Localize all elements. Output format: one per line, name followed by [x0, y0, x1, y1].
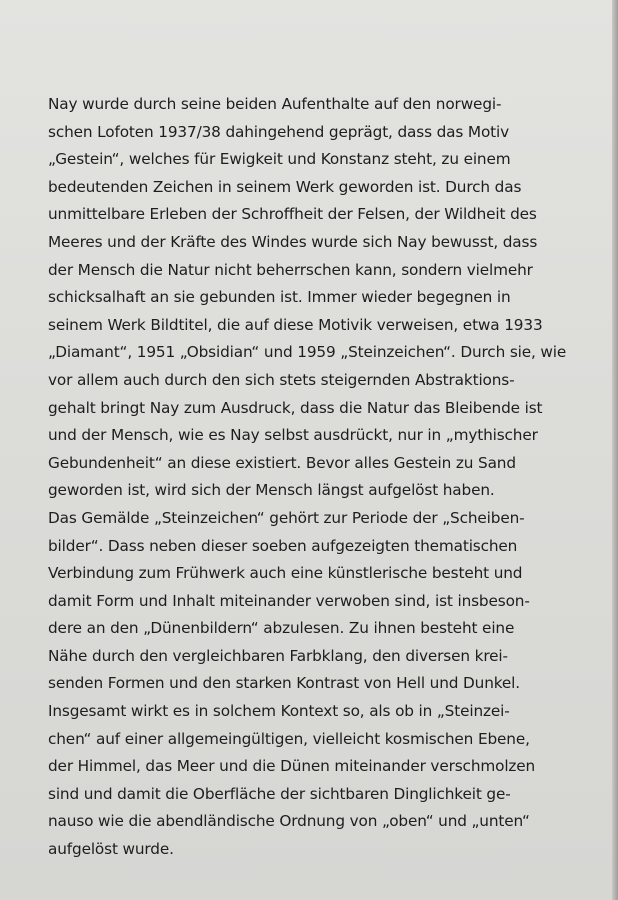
text-line: sind und damit die Oberfläche der sichtbaren Dinglichkeit ge- [48, 784, 511, 803]
text-line: damit Form und Inhalt miteinander verwoben sind, ist insbeson- [48, 591, 530, 610]
text-line: Nay wurde durch seine beiden Aufenthalte auf den norwegi- [48, 95, 502, 113]
text-line: gehalt bringt Nay zum Ausdruck, dass die Natur das Bleibende ist [48, 398, 543, 417]
text-line: Gebundenheit“ an diese existiert. Bevor alles Gestein zu Sand [48, 453, 516, 472]
text-line: Meeres und der Kräfte des Windes wurde sich Nay bewusst, dass [48, 232, 538, 251]
text-line: aufgelöst wurde. [48, 840, 174, 859]
text-line: schen Lofoten 1937/38 dahingehend geprägt, dass das Motiv [48, 122, 510, 141]
text-line: Insgesamt wirkt es in solchem Kontext so, als ob in „Steinzei- [48, 702, 510, 721]
text-line: „Diamant“, 1951 „Obsidian“ und 1959 „Steinzeichen“. Durch sie, wie [48, 343, 567, 362]
text-line: unmittelbare Erleben der Schroffheit der Felsen, der Wildheit des [48, 205, 537, 224]
text-line: „Gestein“, welches für Ewigkeit und Konstanz steht, zu einem [48, 150, 511, 169]
text-line: Verbindung zum Frühwerk auch eine künstlerische besteht und [48, 564, 523, 583]
text-line: dere an den „Dünenbildern“ abzulesen. Zu ihnen besteht eine [48, 619, 515, 638]
text-line: Nähe durch den vergleichbaren Farbklang, den diversen krei- [48, 646, 508, 665]
text-line: der Himmel, das Meer und die Dünen miteinander verschmolzen [48, 757, 536, 776]
text-line: bilder“. Dass neben dieser soeben aufgezeigten thematischen [48, 536, 518, 555]
text-line: senden Formen und den starken Kontrast von Hell und Dunkel. [48, 674, 520, 693]
text-line: vor allem auch durch den sich stets steigernden Abstraktions- [48, 370, 515, 389]
text-line: schicksalhaft an sie gebunden ist. Immer wieder begegnen in [48, 288, 511, 307]
wall-text-body [48, 91, 578, 864]
panel-edge-shadow [612, 0, 618, 900]
text-line: geworden ist, wird sich der Mensch längst aufgelöst haben. [48, 481, 495, 500]
text-line: Das Gemälde „Steinzeichen“ gehört zur Periode der „Scheiben- [48, 508, 525, 527]
text-line: nauso wie die abendländische Ordnung von „oben“ und „unten“ [48, 812, 530, 831]
text-line: bedeutenden Zeichen in seinem Werk geworden ist. Durch das [48, 177, 522, 196]
text-line: seinem Werk Bildtitel, die auf diese Motivik verweisen, etwa 1933 [48, 315, 543, 334]
text-line: chen“ auf einer allgemeingültigen, vielleicht kosmischen Ebene, [48, 729, 530, 748]
text-line: der Mensch die Natur nicht beherrschen kann, sondern vielmehr [48, 260, 533, 279]
text-line: und der Mensch, wie es Nay selbst ausdrückt, nur in „mythischer [48, 426, 538, 445]
